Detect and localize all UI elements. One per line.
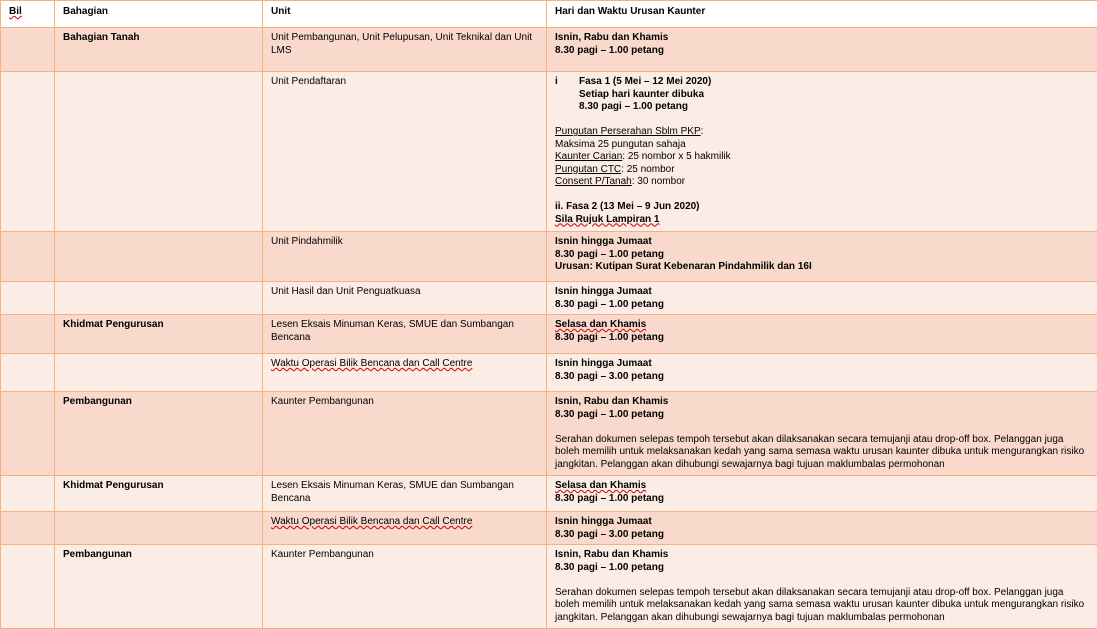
hari-days: Isnin hingga Jumaat bbox=[555, 286, 652, 297]
unit-cell: Waktu Operasi Bilik Bencana dan Call Centre bbox=[263, 354, 547, 392]
maksima-line: Maksima 25 pungutan sahaja bbox=[555, 138, 686, 150]
hari-cell bbox=[547, 354, 1097, 392]
table-row bbox=[1, 315, 1097, 354]
bahagian-cell bbox=[55, 354, 263, 392]
hari-time: 8.30 pagi – 1.00 petang bbox=[555, 248, 664, 260]
unit-cell: Unit Pembangunan, Unit Pelupusan, Unit Teknikal dan Unit LMS bbox=[263, 28, 547, 72]
unit-cell: Unit Hasil dan Unit Penguatkuasa bbox=[263, 282, 547, 315]
pungutan-ctc-line: Pungutan CTC: 25 nombor bbox=[555, 163, 675, 175]
unit-cell: Waktu Operasi Bilik Bencana dan Call Centre bbox=[263, 512, 547, 545]
table-row bbox=[1, 282, 1097, 315]
bil-cell bbox=[1, 232, 55, 282]
table-row bbox=[1, 512, 1097, 545]
hari-cell bbox=[547, 282, 1097, 315]
fasa1-number: i bbox=[555, 76, 558, 87]
unit-cell: Kaunter Pembangunan bbox=[263, 392, 547, 476]
table-row bbox=[1, 354, 1097, 392]
bahagian-cell bbox=[55, 232, 263, 282]
fasa1-note: Setiap hari kaunter dibuka bbox=[579, 88, 705, 100]
table-row bbox=[1, 72, 1097, 232]
bil-cell bbox=[1, 72, 55, 232]
unit-cell: Lesen Eksais Minuman Keras, SMUE dan Sumbangan Bencana bbox=[263, 476, 547, 512]
bahagian-cell: Pembangunan bbox=[55, 545, 263, 629]
header-unit: Unit bbox=[263, 1, 547, 28]
hari-cell bbox=[547, 392, 1097, 476]
header-bil: Bil bbox=[1, 1, 55, 28]
hari-cell bbox=[547, 476, 1097, 512]
bahagian-cell bbox=[55, 512, 263, 545]
hari-time: 8.30 pagi – 1.00 petang bbox=[555, 561, 664, 573]
kaunter-carian-line: Kaunter Carian: 25 nombor x 5 hakmilik bbox=[555, 151, 731, 162]
hari-days: Selasa dan Khamis bbox=[555, 319, 647, 330]
bil-cell bbox=[1, 354, 55, 392]
hari-time: 8.30 pagi – 1.00 petang bbox=[555, 492, 664, 504]
header-bahagian: Bahagian bbox=[55, 1, 263, 28]
table-row bbox=[1, 232, 1097, 282]
bil-cell bbox=[1, 28, 55, 72]
fasa1-time: 8.30 pagi – 1.00 petang bbox=[579, 101, 688, 112]
hari-days: Selasa dan Khamis bbox=[555, 480, 647, 491]
table-row bbox=[1, 476, 1097, 512]
hari-cell bbox=[547, 232, 1097, 282]
hari-note: Serahan dokumen selepas tempoh tersebut akan dilaksanakan secara temujanji atau drop-off box. Pelanggan juga boleh memilih untuk melaksanakan kedah yang sama semasa waktu urusan kaunter dibuka untuk mengurangkan risiko jangkitan. Pelanggan akan dihubungi sewajarnya bagi tujuan maklumbalas permohonan bbox=[555, 433, 1085, 470]
consent-line: Consent P/Tanah: 30 nombor bbox=[555, 176, 686, 187]
bil-cell bbox=[1, 392, 55, 476]
hari-days: Isnin hingga Jumaat bbox=[555, 236, 652, 247]
fasa1-heading bbox=[555, 76, 1089, 89]
table-row bbox=[1, 392, 1097, 476]
hari-days: Isnin hingga Jumaat bbox=[555, 516, 652, 527]
bil-cell bbox=[1, 282, 55, 315]
hari-note: Serahan dokumen selepas tempoh tersebut akan dilaksanakan secara temujanji atau drop-off box. Pelanggan juga boleh memilih untuk melaksanakan kedah yang sama semasa waktu urusan kaunter dibuka untuk mengurangkan risiko jangkitan. Pelanggan akan dihubungi sewajarnya bagi tujuan maklumbalas permohonan bbox=[555, 586, 1085, 623]
fasa1-title: Fasa 1 (5 Mei – 12 Mei 2020) bbox=[579, 76, 712, 87]
table-header-row bbox=[1, 1, 1097, 28]
table-row bbox=[1, 28, 1097, 72]
bil-cell bbox=[1, 545, 55, 629]
hari-cell bbox=[547, 512, 1097, 545]
hari-time: 8.30 pagi – 3.00 petang bbox=[555, 528, 664, 540]
header-hari-waktu: Hari dan Waktu Urusan Kaunter bbox=[547, 1, 1097, 28]
hari-cell bbox=[547, 315, 1097, 354]
pungutan-line: Pungutan Perserahan Sblm PKP: bbox=[555, 126, 704, 137]
fasa2-note: Sila Rujuk Lampiran 1 bbox=[555, 213, 660, 225]
bahagian-cell bbox=[55, 72, 263, 232]
hari-cell bbox=[547, 545, 1097, 629]
unit-cell: Unit Pindahmilik bbox=[263, 232, 547, 282]
hari-urusan: Urusan: Kutipan Surat Kebenaran Pindahmilik dan 16I bbox=[555, 261, 812, 272]
hari-time: 8.30 pagi – 1.00 petang bbox=[555, 44, 664, 56]
fasa2-title: ii. Fasa 2 (13 Mei – 9 Jun 2020) bbox=[555, 201, 700, 212]
hari-days: Isnin, Rabu dan Khamis bbox=[555, 32, 669, 43]
table-row bbox=[1, 545, 1097, 629]
unit-cell: Unit Pendaftaran bbox=[263, 72, 547, 232]
hari-time: 8.30 pagi – 3.00 petang bbox=[555, 370, 664, 382]
hari-time: 8.30 pagi – 1.00 petang bbox=[555, 298, 664, 310]
hari-days: Isnin, Rabu dan Khamis bbox=[555, 549, 669, 560]
bahagian-cell bbox=[55, 282, 263, 315]
unit-cell: Kaunter Pembangunan bbox=[263, 545, 547, 629]
hari-time: 8.30 pagi – 1.00 petang bbox=[555, 331, 664, 343]
bahagian-cell: Pembangunan bbox=[55, 392, 263, 476]
hari-cell bbox=[547, 28, 1097, 72]
unit-cell: Lesen Eksais Minuman Keras, SMUE dan Sumbangan Bencana bbox=[263, 315, 547, 354]
bil-cell bbox=[1, 512, 55, 545]
hari-days: Isnin, Rabu dan Khamis bbox=[555, 396, 669, 407]
bahagian-cell: Khidmat Pengurusan bbox=[55, 315, 263, 354]
bil-cell bbox=[1, 315, 55, 354]
bahagian-cell: Khidmat Pengurusan bbox=[55, 476, 263, 512]
bahagian-cell: Bahagian Tanah bbox=[55, 28, 263, 72]
hari-time: 8.30 pagi – 1.00 petang bbox=[555, 408, 664, 420]
hari-cell bbox=[547, 72, 1097, 232]
hari-days: Isnin hingga Jumaat bbox=[555, 358, 652, 369]
bil-cell bbox=[1, 476, 55, 512]
